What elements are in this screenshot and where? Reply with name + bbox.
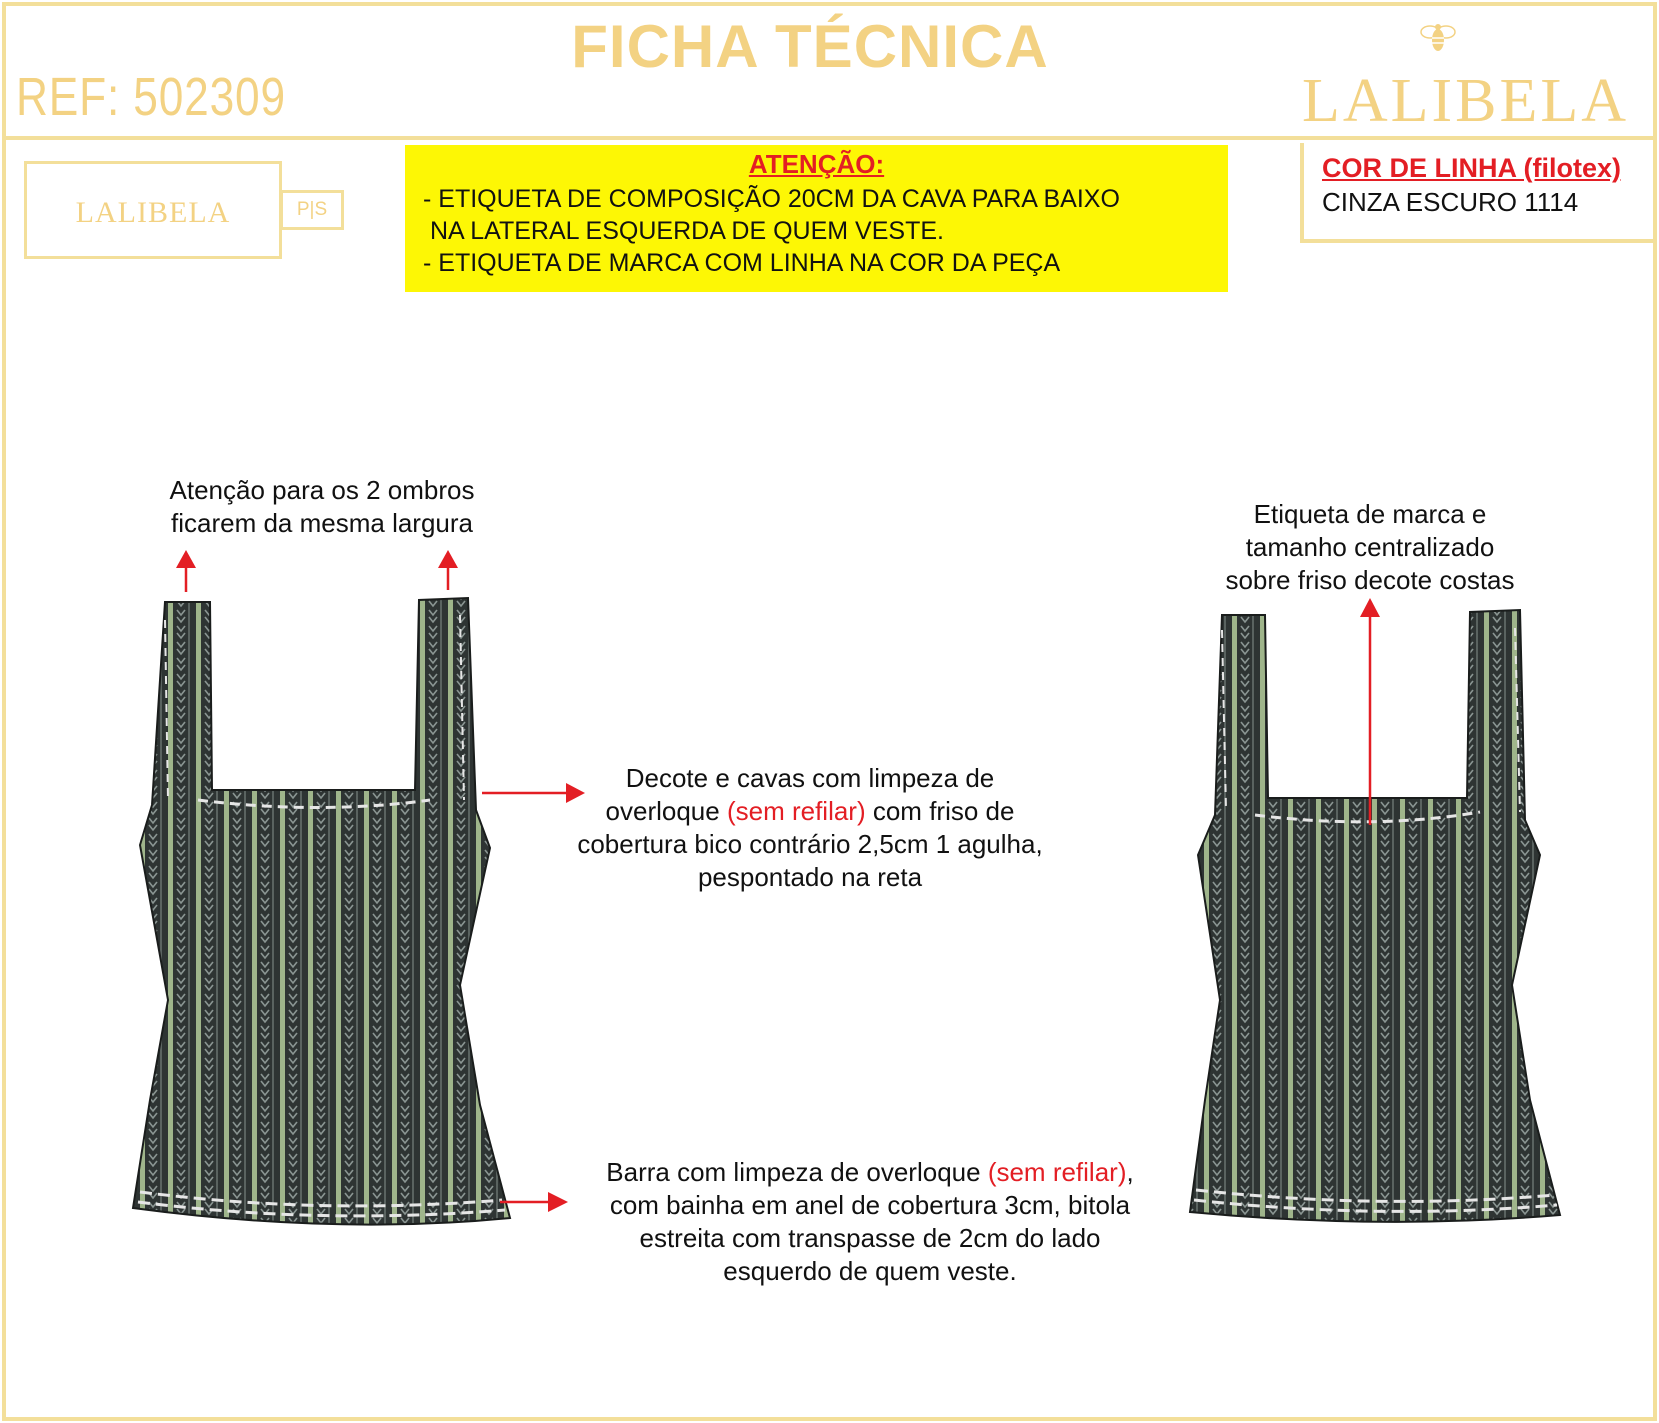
thread-color-title: COR DE LINHA (filotex) — [1322, 153, 1621, 183]
note-text: overloque — [605, 796, 727, 826]
shoulder-arrow-left — [176, 550, 196, 592]
hem-note — [560, 1156, 1180, 1288]
attention-line: - ETIQUETA DE MARCA COM LINHA NA COR DA PEÇA — [423, 249, 1061, 277]
note-text: , — [1126, 1157, 1134, 1187]
note-line: tamanho centralizado — [1245, 532, 1495, 562]
hem-arrow — [500, 1192, 568, 1212]
back-garment — [1190, 610, 1560, 1222]
attention-line: NA LATERAL ESQUERDA DE QUEM VESTE. — [423, 217, 944, 245]
note-line: sobre friso decote costas — [1225, 565, 1515, 595]
note-line: ficarem da mesma largura — [171, 508, 473, 538]
note-line — [560, 1156, 1180, 1189]
note-line: Decote e cavas com limpeza de — [625, 763, 995, 793]
note-line: pespontado na reta — [697, 862, 923, 892]
page-title: FICHA TÉCNICA — [571, 13, 1049, 80]
note-line: estreita com transpasse de 2cm do lado — [639, 1223, 1101, 1253]
note-line: com bainha em anel de cobertura 3cm, bitola — [609, 1190, 1131, 1220]
size-tag: P|S — [280, 190, 344, 230]
front-garment — [133, 598, 510, 1225]
note-text: com friso de — [865, 796, 1015, 826]
note-line: Atenção para os 2 ombros — [169, 475, 475, 505]
attention-line: - ETIQUETA DE COMPOSIÇÃO 20CM DA CAVA PARA BAIXO — [423, 185, 1120, 213]
note-line: Etiqueta de marca e — [1253, 499, 1487, 529]
label-brand: LALIBELA — [75, 196, 231, 229]
brand-name: LALIBELA — [1302, 67, 1630, 135]
back-label-note — [1190, 498, 1550, 597]
shoulder-arrow-right — [438, 550, 458, 590]
note-line: cobertura bico contrário 2,5cm 1 agulha, — [577, 829, 1043, 859]
reference-code: REF: 502309 — [16, 67, 286, 127]
note-line: esquerdo de quem veste. — [723, 1256, 1017, 1286]
note-highlight: (sem refilar) — [987, 1157, 1127, 1187]
thread-color-value: CINZA ESCURO 1114 — [1322, 187, 1579, 217]
neckline-note — [530, 762, 1090, 894]
shoulders-note — [142, 474, 502, 540]
attention-title: ATENÇÃO: — [748, 149, 885, 179]
back-label-arrow — [1360, 598, 1380, 825]
note-highlight: (sem refilar) — [726, 796, 866, 826]
note-text: Barra com limpeza de overloque — [606, 1157, 988, 1187]
note-line — [530, 795, 1090, 828]
